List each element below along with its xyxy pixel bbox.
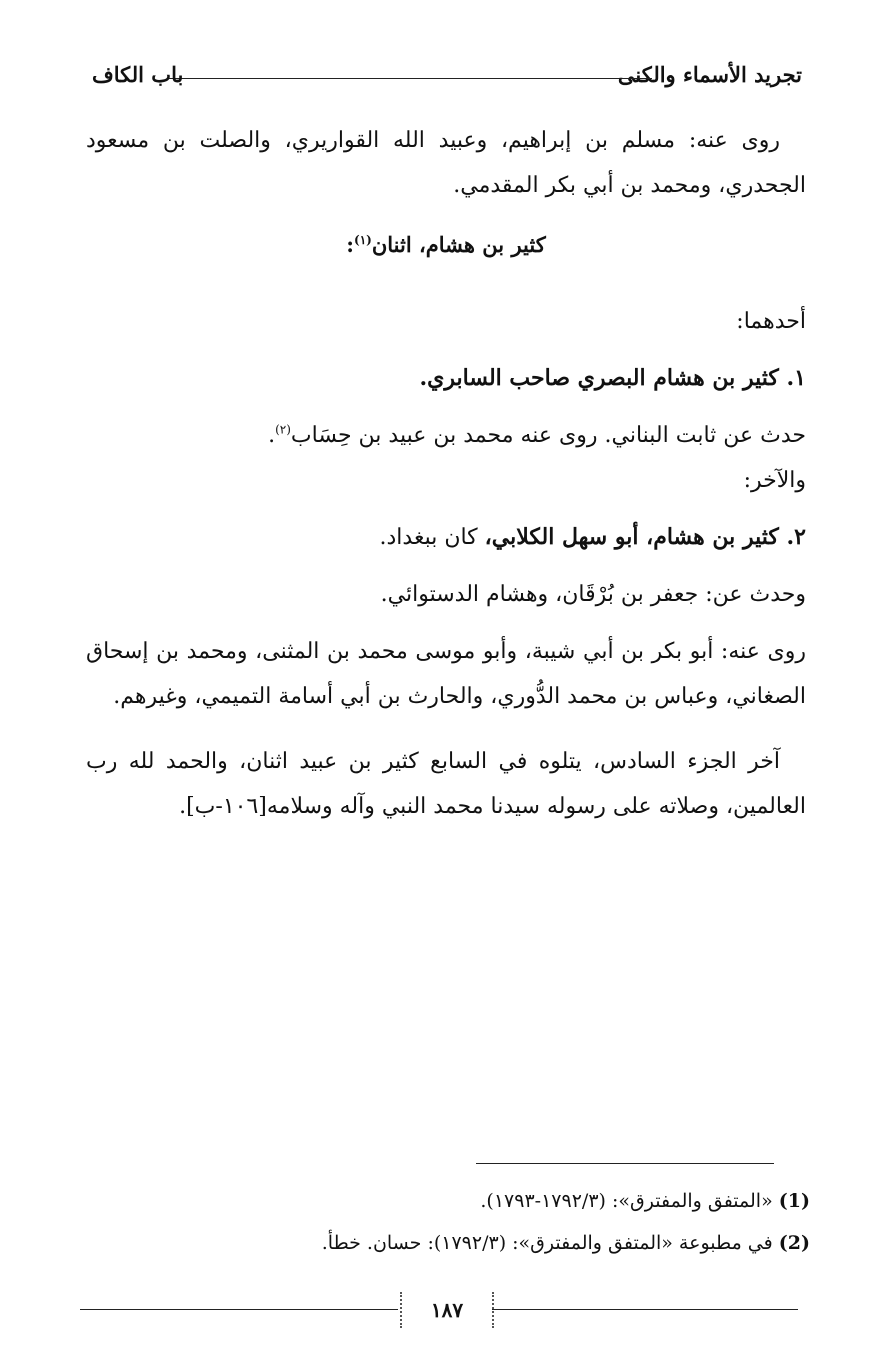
- main-text: [86, 118, 806, 829]
- paragraph-narrators-1: روى عنه: مسلم بن إبراهيم، وعبيد الله القواريري، والصلت بن مسعود الجحدري، ومحمد بن أبي بكر المقدمي.: [86, 128, 806, 198]
- spacer: [86, 344, 806, 356]
- footnote-1: [120, 1180, 810, 1222]
- chapter-title: باب الكاف: [92, 62, 184, 87]
- spacer: [86, 560, 806, 572]
- footnote-separator: [476, 1163, 774, 1164]
- footnote-text: «المتفق والمفترق»: (١٧٩٢/٣-١٧٩٣).: [480, 1190, 773, 1212]
- page-number: ١٨٧: [430, 1298, 464, 1322]
- footnote-number: (1): [778, 1190, 810, 1212]
- first-label: أحدهما:: [736, 309, 806, 334]
- entry-1-text: [86, 413, 806, 458]
- entry-2-heard: وحدث عن: جعفر بن بُرْقَان، وهشام الدستوائي.: [380, 582, 806, 607]
- entry-2-title-line: [86, 515, 806, 560]
- entry-2-narrators: روى عنه: أبو بكر بن أبي شيبة، وأبو موسى محمد بن المثنى، ومحمد بن إسحاق الصغاني، وعباس بن محمد الدُّوري، والحارث بن أبي أسامة التميمي، وغيرهم.: [86, 639, 806, 709]
- entry-1-title: ١. كثير بن هشام البصري صاحب السابري.: [419, 365, 806, 391]
- header-rule: [168, 78, 652, 79]
- footer-rule-right: [492, 1309, 798, 1310]
- spacer: [86, 503, 806, 515]
- footer-rule-left: [80, 1309, 398, 1310]
- section-heading-text: كثير بن هشام، اثنان: [371, 232, 546, 257]
- spacer: [86, 617, 806, 629]
- footnote-ref-2[interactable]: (٢): [275, 422, 291, 437]
- section-heading-colon: :: [346, 232, 355, 257]
- second-label: والآخر:: [743, 468, 806, 493]
- section-heading: [86, 222, 806, 267]
- footnote-number: (2): [778, 1232, 810, 1254]
- entry-2-rest: كان ببغداد.: [379, 525, 478, 550]
- page-number-ornament: [400, 1292, 494, 1328]
- entry-1-body: حدث عن ثابت البناني. روى عنه محمد بن عبيد بن حِسَاب: [290, 423, 806, 448]
- book-title: تجريد الأسماء والكنى: [617, 62, 802, 87]
- footnote-2: [120, 1222, 810, 1264]
- closing-colophon: آخر الجزء السادس، يتلوه في السابع كثير بن عبيد اثنان، والحمد لله رب العالمين، وصلاته على رسوله سيدنا محمد النبي وآله وسلامه[١٠٦-ب].: [86, 749, 806, 819]
- running-header: [92, 58, 802, 98]
- footnotes: [120, 1180, 810, 1264]
- spacer: [86, 401, 806, 413]
- spacer: [86, 719, 806, 739]
- entry-1-end: .: [268, 423, 276, 448]
- footnote-text: في مطبوعة «المتفق والمفترق»: (١٧٩٢/٣): حسان. خطأ.: [321, 1232, 773, 1254]
- footnote-ref-1[interactable]: (١): [354, 233, 372, 247]
- entry-2-title: ٢. كثير بن هشام، أبو سهل الكلابي،: [484, 524, 806, 550]
